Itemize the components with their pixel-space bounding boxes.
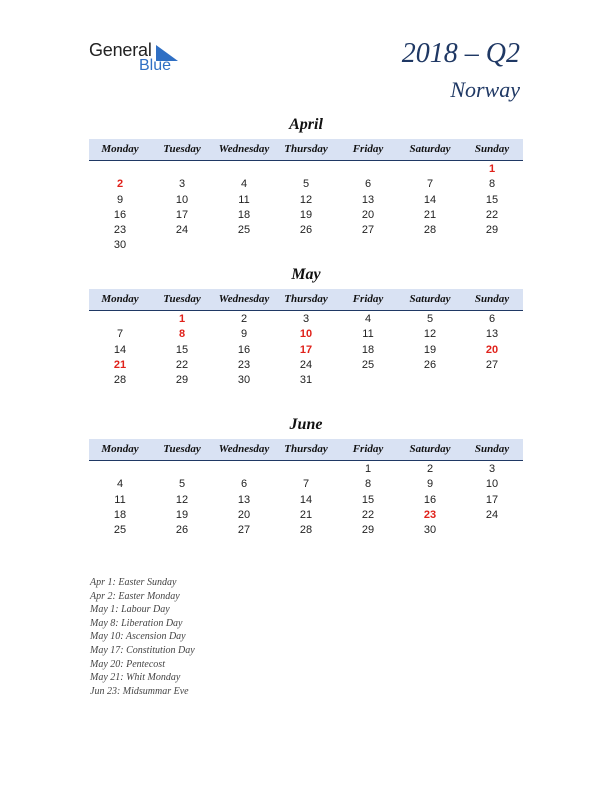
day-cell: 25 <box>361 358 375 371</box>
day-cell: 12 <box>299 193 313 206</box>
day-cell: 5 <box>302 178 310 191</box>
weekday-tuesday: Tuesday <box>163 293 201 305</box>
day-cell: 23 <box>237 358 251 371</box>
day-cell: 28 <box>423 224 437 237</box>
day-cell: 3 <box>178 178 186 191</box>
day-cell: 26 <box>423 358 437 371</box>
day-cell: 9 <box>240 328 248 341</box>
weekday-sunday: Sunday <box>474 293 510 305</box>
holiday-list <box>90 576 195 698</box>
day-cell: 6 <box>364 178 372 191</box>
day-cell: 27 <box>485 358 499 371</box>
weekday-wednesday: Wednesday <box>218 143 270 155</box>
day-cell: 19 <box>299 208 313 221</box>
weekday-wednesday: Wednesday <box>218 443 270 455</box>
empty-cell <box>275 238 337 253</box>
day-cell: 29 <box>485 224 499 237</box>
weekday-thursday: Thursday <box>284 443 328 455</box>
day-cell: 4 <box>364 313 372 325</box>
day-cell: 22 <box>485 208 499 221</box>
day-cell: 4 <box>240 178 248 191</box>
empty-cell <box>213 462 275 477</box>
logo-blue-text: Blue <box>139 57 172 74</box>
logo <box>89 40 189 76</box>
week-row <box>89 208 523 223</box>
week-row <box>89 312 523 327</box>
weekday-saturday: Saturday <box>409 143 451 155</box>
empty-cell <box>275 462 337 477</box>
weekday-thursday: Thursday <box>284 143 328 155</box>
day-cell: 30 <box>237 374 251 387</box>
empty-cell <box>213 238 275 253</box>
empty-cell <box>275 162 337 177</box>
day-cell: 11 <box>362 328 374 341</box>
empty-cell <box>461 523 523 538</box>
day-cell: 27 <box>237 524 251 537</box>
week-row <box>89 238 523 253</box>
day-cell: 26 <box>299 224 313 237</box>
empty-cell <box>461 373 523 388</box>
month-grid-june <box>89 462 523 538</box>
weekday-wednesday: Wednesday <box>218 293 270 305</box>
weekday-monday: Monday <box>101 143 139 155</box>
day-cell: 13 <box>237 493 251 506</box>
day-cell: 18 <box>113 508 127 521</box>
weekday-friday: Friday <box>352 143 384 155</box>
day-cell: 31 <box>299 374 313 387</box>
empty-cell <box>151 238 213 253</box>
country-title: Norway <box>450 77 520 102</box>
weekday-sunday: Sunday <box>474 443 510 455</box>
day-cell: 24 <box>299 358 313 371</box>
day-cell: 23 <box>423 508 437 521</box>
day-cell: 6 <box>488 313 496 325</box>
empty-cell <box>337 238 399 253</box>
weekday-sunday: Sunday <box>474 143 510 155</box>
day-cell: 20 <box>361 208 375 221</box>
day-cell: 16 <box>237 343 251 356</box>
week-row <box>89 462 523 477</box>
weekday-header <box>89 439 523 461</box>
day-cell: 11 <box>114 493 126 506</box>
weekday-thursday: Thursday <box>284 293 328 305</box>
day-cell: 2 <box>426 463 434 475</box>
day-cell: 14 <box>299 493 313 506</box>
holiday-item: Apr 1: Easter Sunday <box>90 577 177 588</box>
holiday-item: May 10: Ascension Day <box>90 631 186 643</box>
day-cell: 8 <box>488 178 496 191</box>
holiday-item: Jun 23: Midsummar Eve <box>90 685 189 697</box>
day-cell: 9 <box>116 193 124 206</box>
day-cell: 19 <box>175 508 189 521</box>
week-row <box>89 162 523 177</box>
day-cell: 21 <box>113 358 127 371</box>
day-cell: 4 <box>116 478 124 491</box>
empty-cell <box>399 162 461 177</box>
day-cell: 28 <box>113 374 127 387</box>
month-title-april: April <box>289 116 323 133</box>
month-grid-may <box>89 312 523 388</box>
month-grid-april <box>89 162 523 254</box>
day-cell: 10 <box>299 328 313 341</box>
week-row <box>89 193 523 208</box>
week-row <box>89 477 523 492</box>
day-cell: 6 <box>240 478 248 491</box>
week-row <box>89 343 523 358</box>
day-cell: 19 <box>423 343 437 356</box>
day-cell: 17 <box>175 208 189 221</box>
holiday-item: May 21: Whit Monday <box>90 672 181 684</box>
holiday-item: May 1: Labour Day <box>90 604 170 616</box>
day-cell: 24 <box>175 224 189 237</box>
empty-cell <box>151 462 213 477</box>
day-cell: 10 <box>175 193 189 206</box>
day-cell: 29 <box>361 524 375 537</box>
day-cell: 30 <box>423 524 437 537</box>
day-cell: 13 <box>361 193 375 206</box>
empty-cell <box>337 162 399 177</box>
day-cell: 30 <box>113 239 127 252</box>
week-row <box>89 327 523 342</box>
month-title-june: June <box>289 416 323 433</box>
week-row <box>89 508 523 523</box>
day-cell: 15 <box>175 343 189 356</box>
weekday-friday: Friday <box>352 443 384 455</box>
day-cell: 2 <box>240 313 248 325</box>
day-cell: 1 <box>178 313 186 325</box>
month-title-may: May <box>291 266 321 283</box>
day-cell: 27 <box>361 224 375 237</box>
week-row <box>89 493 523 508</box>
empty-cell <box>461 238 523 253</box>
day-cell: 7 <box>426 178 434 191</box>
day-cell: 12 <box>423 328 437 341</box>
day-cell: 1 <box>364 463 372 475</box>
holiday-item: Apr 2: Easter Monday <box>90 590 180 602</box>
day-cell: 2 <box>116 178 124 191</box>
day-cell: 11 <box>238 193 250 206</box>
day-cell: 16 <box>423 493 437 506</box>
day-cell: 29 <box>175 374 189 387</box>
day-cell: 20 <box>485 343 499 356</box>
weekday-header <box>89 289 523 311</box>
holiday-item: May 20: Pentecost <box>90 658 165 670</box>
weekday-monday: Monday <box>101 443 139 455</box>
day-cell: 1 <box>488 163 496 175</box>
day-cell: 7 <box>302 478 310 491</box>
day-cell: 25 <box>237 224 251 237</box>
day-cell: 22 <box>361 508 375 521</box>
week-row <box>89 358 523 373</box>
day-cell: 9 <box>426 478 434 491</box>
weekday-saturday: Saturday <box>409 443 451 455</box>
empty-cell <box>89 312 151 327</box>
page-title <box>402 38 520 104</box>
day-cell: 13 <box>485 328 499 341</box>
week-row <box>89 177 523 192</box>
day-cell: 3 <box>302 313 310 325</box>
day-cell: 5 <box>178 478 186 491</box>
empty-cell <box>151 162 213 177</box>
empty-cell <box>399 373 461 388</box>
day-cell: 14 <box>423 193 437 206</box>
day-cell: 21 <box>423 208 437 221</box>
empty-cell <box>89 462 151 477</box>
day-cell: 15 <box>485 193 499 206</box>
day-cell: 10 <box>485 478 499 491</box>
week-row <box>89 223 523 238</box>
day-cell: 26 <box>175 524 189 537</box>
day-cell: 22 <box>175 358 189 371</box>
day-cell: 24 <box>485 508 499 521</box>
day-cell: 8 <box>178 328 186 341</box>
day-cell: 18 <box>237 208 251 221</box>
day-cell: 5 <box>426 313 434 325</box>
day-cell: 25 <box>113 524 127 537</box>
empty-cell <box>399 238 461 253</box>
day-cell: 14 <box>113 343 127 356</box>
day-cell: 28 <box>299 524 313 537</box>
day-cell: 20 <box>237 508 251 521</box>
week-row <box>89 373 523 388</box>
day-cell: 23 <box>113 224 127 237</box>
quarter-title: 2018 – Q2 <box>401 38 520 69</box>
holiday-item: May 17: Constitution Day <box>90 644 195 656</box>
logo-general-text: General <box>89 40 152 60</box>
weekday-header <box>89 139 523 161</box>
day-cell: 21 <box>299 508 313 521</box>
empty-cell <box>337 373 399 388</box>
weekday-monday: Monday <box>101 293 139 305</box>
weekday-saturday: Saturday <box>409 293 451 305</box>
weekday-friday: Friday <box>352 293 384 305</box>
day-cell: 8 <box>364 478 372 491</box>
day-cell: 16 <box>113 208 127 221</box>
day-cell: 3 <box>488 463 496 475</box>
day-cell: 18 <box>361 343 375 356</box>
holiday-item: May 8: Liberation Day <box>90 617 183 629</box>
day-cell: 7 <box>116 328 124 341</box>
day-cell: 17 <box>299 343 313 356</box>
week-row <box>89 523 523 538</box>
day-cell: 12 <box>175 493 189 506</box>
weekday-tuesday: Tuesday <box>163 143 201 155</box>
day-cell: 15 <box>361 493 375 506</box>
day-cell: 17 <box>485 493 499 506</box>
weekday-tuesday: Tuesday <box>163 443 201 455</box>
empty-cell <box>89 162 151 177</box>
empty-cell <box>213 162 275 177</box>
